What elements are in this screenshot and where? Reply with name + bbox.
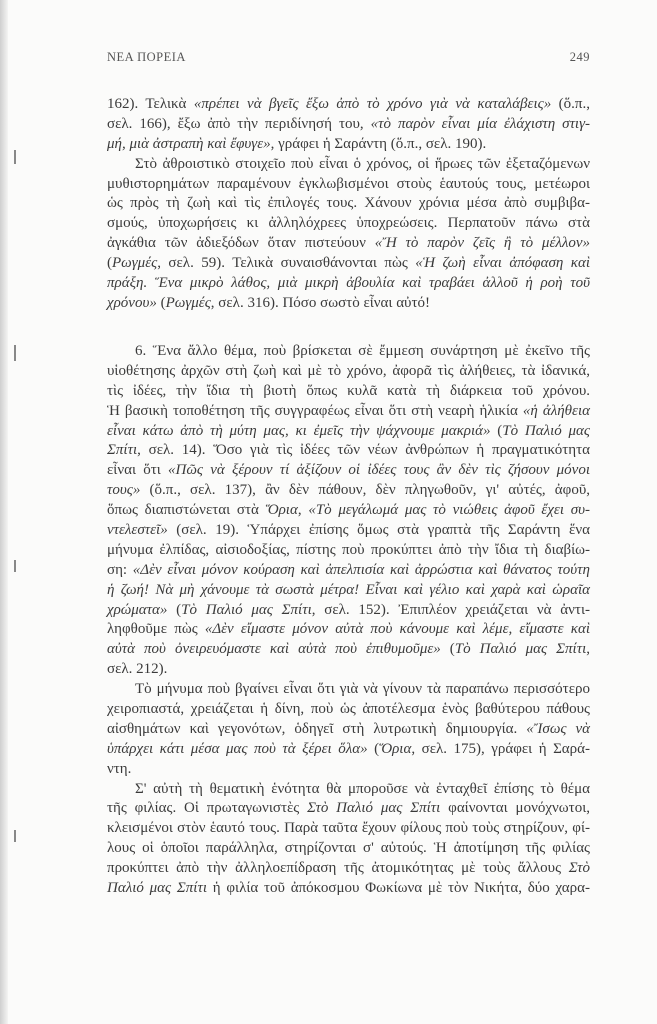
italic-quote-text: «πρέπει νὰ βγεῖς ἔξω ἀπὸ τὸ χρόνο γιὰ νὰ καταλάβεις» xyxy=(193,96,552,112)
body-text: ( xyxy=(367,740,380,757)
italic-quote-text: μή, μιὰ ἀστραπὴ καὶ ἔφυγε» xyxy=(107,135,271,152)
text-line xyxy=(107,660,590,680)
text-line xyxy=(107,799,590,819)
italic-quote-text: «Πῶς νὰ ξέρουν τί ἀξίζουν οἱ ἰδέες τους ἂν δὲν τὶς ζήσουν μόνοι xyxy=(168,462,590,479)
italic-quote-text: «Ἴσως νὰ xyxy=(526,720,590,737)
italic-quote-text: «ἡ ἀλήθεια xyxy=(522,402,590,419)
scan-margin-mark xyxy=(14,345,16,361)
body-text: ὅπως διαπιστώνεται στὰ xyxy=(107,502,266,519)
text-line xyxy=(107,274,590,294)
body-text: (ὅ.π., σελ. 137), ἂν δὲν πάθουν, δὲν πληγωθοῦν, γι' αὐτές, ἀφοῦ, xyxy=(140,482,590,499)
body-text: μήνυμα ἐλπίδας, αἰσιοδοξίας, πίστης ποὺ προκύπτει ἀπὸ τὴν ἴδια τὴ διαβίω- xyxy=(107,541,590,558)
body-text: Τὸ μήνυμα ποὺ βγαίνει εἶναι ὅτι γιὰ νὰ γίνουν τὰ παραπάνω περισσότερο xyxy=(135,681,590,698)
italic-quote-text: Ρωγμές xyxy=(112,255,158,272)
page-number: 249 xyxy=(569,50,590,64)
text-line xyxy=(107,819,590,839)
text-line xyxy=(107,294,590,314)
italic-quote-text: «Δὲν εἴμαστε μόνον αὐτὰ ποὺ κάνουμε καὶ λέμε, εἴμαστε καὶ xyxy=(204,621,590,638)
text-line xyxy=(107,740,590,760)
body-text: ἡ φιλία τοῦ ἀπόκοσμου Φωκίωνα μὲ τὸν Νικήτα, δύο χαρα- xyxy=(207,880,590,897)
text-line xyxy=(107,541,590,561)
body-text: ἀγκάθια τῶν ἀδιεξόδων ὅταν πιστεύουν xyxy=(107,235,375,252)
body-text: (σελ. 19). Ὑπάρχει ἐπίσης ὅμως στὰ γραπτὰ τῆς Σαράντη ἕνα xyxy=(167,522,590,539)
text-line xyxy=(107,382,590,402)
italic-quote-text: Σπίτι xyxy=(107,442,138,459)
body-text: ( xyxy=(156,294,166,311)
body-text: , xyxy=(586,641,590,658)
text-line xyxy=(107,422,590,442)
text-line xyxy=(107,620,590,640)
text-block xyxy=(107,342,590,899)
body-text: ληφθοῦμε πὼς xyxy=(107,621,205,638)
body-text: ση: xyxy=(107,561,133,578)
text-line xyxy=(107,879,590,899)
body-text: φαίνονται μονόχνωτοι, xyxy=(440,800,590,817)
body-text: ( xyxy=(107,255,112,272)
body-text: σελ. 212). xyxy=(107,661,168,678)
text-line xyxy=(107,780,590,800)
text-line xyxy=(107,175,590,195)
body-text: κλεισμένοι στὸν ἑαυτό τους. Παρὰ ταῦτα ἔχουν φίλους ποὺ τοὺς στηρίζουν, φί- xyxy=(107,820,590,837)
italic-quote-text: Στὸ xyxy=(568,860,590,877)
text-line xyxy=(107,194,590,214)
body-text: ντη. xyxy=(107,760,132,777)
body-text: , σελ. 316). Πόσο σωστὸ εἶναι αὐτό! xyxy=(210,294,431,311)
text-line xyxy=(107,402,590,422)
body-text: ( xyxy=(440,641,455,658)
body-text: αἰσθημάτων καὶ γεγονότων, ὁδηγεῖ στὴ λυτρωτικὴ δημιουργία. xyxy=(107,720,527,737)
scan-margin-mark xyxy=(14,150,16,164)
italic-quote-text: Τὸ Παλιό μας xyxy=(502,422,591,439)
body-text: , xyxy=(297,502,309,519)
text-line xyxy=(107,640,590,660)
text-line xyxy=(107,362,590,382)
italic-quote-text: Παλιό μας Σπίτι xyxy=(107,880,208,897)
text-line xyxy=(107,561,590,581)
text-line xyxy=(107,601,590,621)
text-line xyxy=(107,115,590,135)
italic-quote-text: εἶναι κάτω ἀπὸ τὴ μύτη μας, κι ἐμεῖς τὴν ψάχνουμε μακριά» xyxy=(107,422,491,439)
body-text: Στὸ ἀθροιστικὸ στοιχεῖο ποὺ εἶναι ὁ χρόνος, οἱ ἥρωες τῶν ἐξεταζόμενων xyxy=(135,155,590,172)
text-block xyxy=(107,95,590,314)
text-line xyxy=(107,214,590,234)
italic-quote-text: «Ἡ ζωὴ εἶναι ἀπόφαση καὶ xyxy=(415,255,590,272)
italic-quote-text: Ὅρια xyxy=(265,502,298,519)
body-text: , σελ. 59). Τελικὰ συναισθάνονται πὼς xyxy=(157,255,416,272)
italic-quote-text: Στὸ Παλιό μας Σπίτι xyxy=(307,800,441,817)
body-text: , γράφει ἡ Σαράντη (ὅ.π., σελ. 190). xyxy=(270,135,487,152)
body-text: Σ' αὐτὴ τὴ θεματικὴ ἑνότητα θὰ μποροῦσε νὰ ἐνταχθεῖ ἐπίσης τὸ θέμα xyxy=(135,780,590,797)
italic-quote-text: τους» xyxy=(107,482,141,499)
scan-margin-mark xyxy=(14,560,16,572)
text-line xyxy=(107,135,590,155)
italic-quote-text: ὑπάρχει κάτι μέσα μας ποὺ τὰ ξέρει ὅλα» xyxy=(107,740,368,757)
text-line xyxy=(107,859,590,879)
italic-quote-text: Τὸ Παλιό μας Σπίτι xyxy=(181,601,312,618)
body-text: τῆς φιλίας. Οἱ πρωταγωνιστὲς xyxy=(107,800,308,817)
italic-quote-text: πράξη. Ἕνα μικρὸ λάθος, μιὰ μικρὴ ἀβουλία καὶ τραβάει ἀλλοῦ ἡ ροὴ τοῦ xyxy=(107,275,590,292)
body-text: 6. Ἕνα ἄλλο θέμα, ποὺ βρίσκεται σὲ ἔμμεση συνάρτηση μὲ ἐκεῖνο τῆς xyxy=(135,343,590,359)
italic-quote-text: ἡ ζωή! Νὰ μὴ χάνουμε τὰ σωστὰ μέτρα! Εἶναι καὶ γέλιο καὶ χαρὰ καὶ ὡραῖα xyxy=(107,581,590,598)
body-text: , σελ. 152). Ἐπιπλέον χρειάζεται νὰ ἀντι- xyxy=(311,601,590,618)
text-line xyxy=(107,680,590,700)
text-line xyxy=(107,760,590,780)
body-text: προκύπτει ἀπὸ τὴν ἀλληλοεπίδραση τῆς ἀτομικότητας μὲ τοὺς ἄλλους xyxy=(107,860,569,877)
italic-quote-text: «Δὲν εἶναι μόνον κούραση καὶ ἀπελπισία καὶ ἀρρώστια καὶ θάνατος τούτη xyxy=(132,561,590,578)
text-line xyxy=(107,461,590,481)
body-text: σμούς, ὑποχωρήσεις κι ἀλληλόχρεες ὑποχρεώσεις. Περπατοῦν πάνω στὰ xyxy=(107,215,590,232)
body-text: υἱοθέτησης ἀρχῶν στὴ ζωὴ καὶ μὲ τὸ χρόνο, ἀφορᾶ τὶς ἀλήθειες, τὰ ἰδανικά, xyxy=(107,362,590,379)
text-line xyxy=(107,700,590,720)
italic-quote-text: ντελεστεῖ» xyxy=(107,522,168,539)
body-text: ( xyxy=(490,422,503,439)
italic-quote-text: αὐτὰ ποὺ ὀνειρευόμαστε καὶ αὐτὰ ποὺ ἐπιθυμοῦμε» xyxy=(107,641,441,658)
text-line xyxy=(107,720,590,740)
scan-margin-mark xyxy=(14,830,16,842)
body-text: , σελ. 175), γράφει ἡ Σαρά- xyxy=(411,740,590,757)
italic-quote-text: «τὸ παρὸν εἶναι μία ἐλάχιστη στιγ- xyxy=(370,115,591,132)
body-text: χειροπιαστά, χρειάζεται ἡ δίνη, ποὺ ὡς ἀποτέλεσμα ἑνὸς βαθύτερου πάθους xyxy=(107,701,590,718)
body-text: τὶς ἰδέες, τὴν ἴδια τὴ βιοτὴ ὅπως κυλᾶ κατὰ τὴ διάρκεια τοῦ χρόνου. xyxy=(107,382,590,399)
text-line xyxy=(107,501,590,521)
italic-quote-text: Ὅρια xyxy=(379,740,412,757)
italic-quote-text: χρώματα» xyxy=(107,601,168,618)
text-line xyxy=(107,441,590,461)
body-text: ὡς πρὸς τὴ ζωὴ καὶ τὶς ἐπιλογές τους. Χάνουν χρόνια μέσα ἀπὸ συμβιβα- xyxy=(107,195,590,212)
body-text: εἶναι ὅτι xyxy=(107,462,168,479)
italic-quote-text: Τὸ Παλιό μας Σπίτι xyxy=(454,641,587,658)
body-text: Ἡ βασικὴ τοποθέτηση τῆς συγγραφέως εἶναι ὅτι στὴ νεαρὴ ἡλικία xyxy=(107,402,523,419)
text-line xyxy=(107,95,590,115)
body-text: 162). Τελικὰ xyxy=(107,96,194,112)
text-line xyxy=(107,839,590,859)
text-line xyxy=(107,254,590,274)
text-line xyxy=(107,234,590,254)
text-line xyxy=(107,342,590,362)
italic-quote-text: χρόνου» xyxy=(107,294,157,311)
text-line xyxy=(107,481,590,501)
journal-title: ΝΕΑ ΠΟΡΕΙΑ xyxy=(107,50,186,64)
text-line xyxy=(107,581,590,601)
italic-quote-text: «Ἤ τὸ παρὸν ζεῖς ἢ τὸ μέλλον» xyxy=(374,235,591,252)
body-text: μυθιστορημάτων παραμένουν ἐγκλωβισμένοι στοὺς ἑαυτούς τους, μετέωροι xyxy=(107,175,590,192)
body-text: σελ. 166), ἔξω ἀπὸ τὴν περιδίνησή του, xyxy=(107,115,371,132)
scan-page-edge xyxy=(0,0,8,1024)
text-line xyxy=(107,155,590,175)
body-text: λους οἱ ὁποῖοι παράλληλα, στηρίζονται σ' αὐτούς. Ἡ ἀποτίμηση τῆς φιλίας xyxy=(107,840,590,857)
running-header xyxy=(107,50,590,65)
body-text: (ὅ.π., xyxy=(551,96,590,112)
italic-quote-text: Ρωγμές xyxy=(165,294,211,311)
body-text: ( xyxy=(167,601,182,618)
italic-quote-text: «Τὸ μεγάλωμά μας τὸ νιώθεις ἀφοῦ ἔχει συ- xyxy=(308,502,591,519)
text-line xyxy=(107,521,590,541)
body-text: , σελ. 14). Ὅσο γιὰ τὶς ἰδέες τῶν νέων ἀνθρώπων ἡ πραγματικότητα xyxy=(137,442,590,459)
